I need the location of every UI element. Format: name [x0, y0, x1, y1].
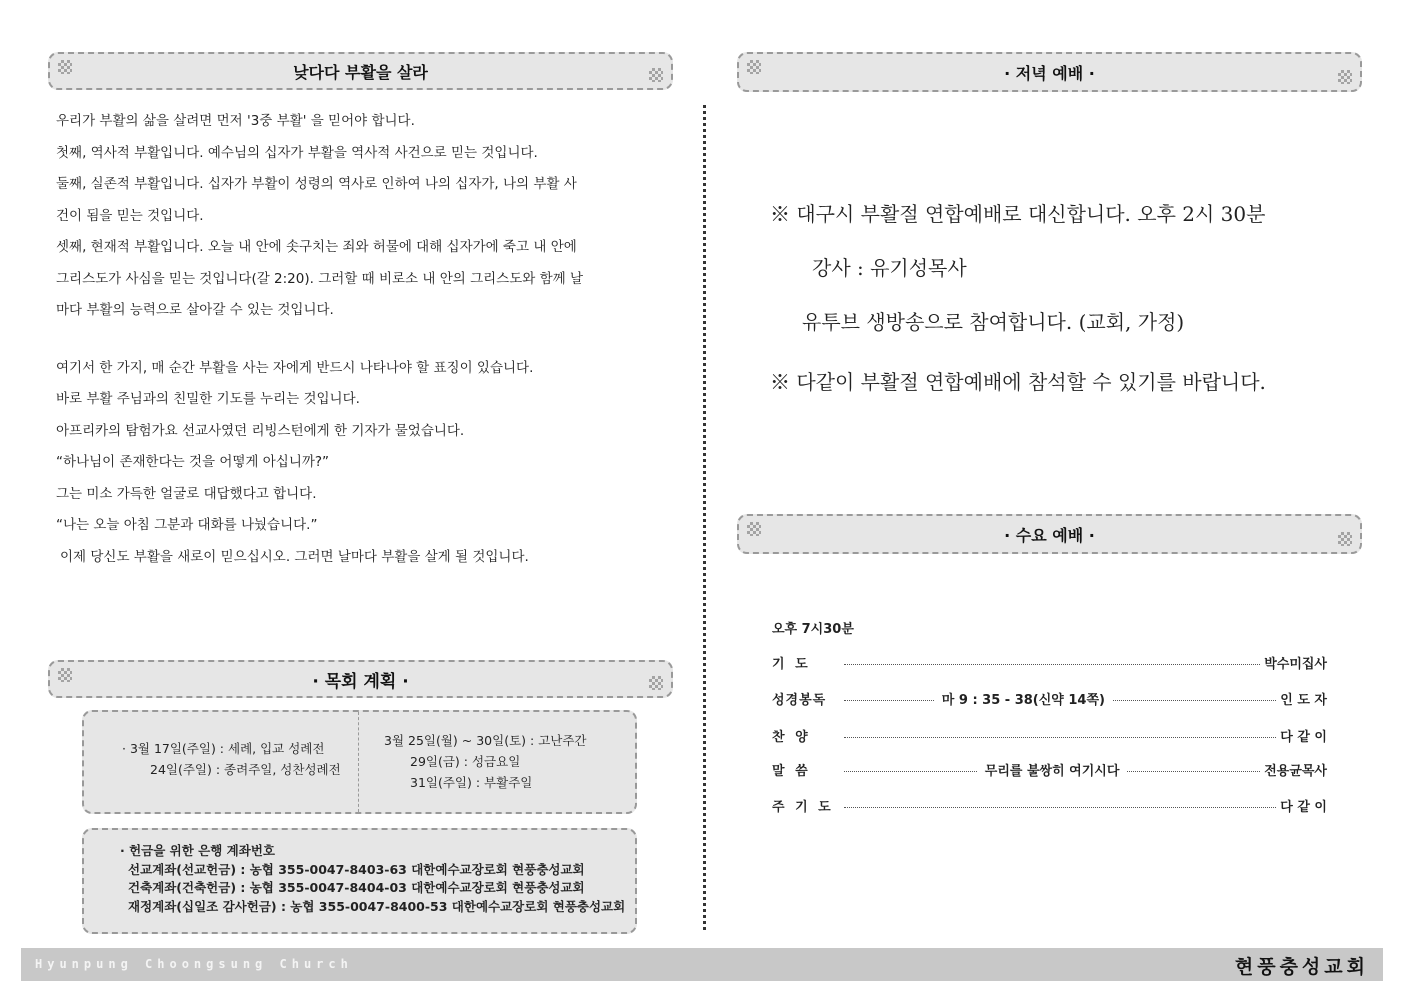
sermon-line: 셋째, 현재적 부활입니다. 오늘 내 안에 솟구치는 죄와 허물에 대해 십자가에 죽고 내 안에 — [56, 239, 577, 255]
column-divider — [703, 105, 706, 930]
order-row — [772, 795, 1327, 815]
plan-item: 29일(금) : 성금요일 — [410, 754, 521, 769]
checker-corner-icon — [1338, 70, 1352, 84]
plan-title-bar — [48, 660, 673, 698]
bank-heading: · 헌금을 위한 은행 계좌번호 — [120, 843, 275, 858]
order-person: 인 도 자 — [1280, 692, 1327, 708]
sermon-line: 우리가 부활의 삶을 살려면 먼저 '3중 부활' 을 믿어야 합니다. — [56, 113, 415, 129]
sermon-line: “하나님이 존재한다는 것을 어떻게 아십니까?” — [56, 454, 330, 470]
order-detail: 무리를 불쌍히 여기시다 — [984, 763, 1120, 779]
plan-title: · 목회 계획 · — [312, 671, 409, 692]
bank-account: 건축계좌(건축헌금) : 농협 355-0047-8404-03 대한예수교장로회 현풍충성교회 — [128, 880, 585, 895]
plan-item: 3월 25일(월) ~ 30일(토) : 고난주간 — [384, 733, 587, 748]
sermon-line: 이제 당신도 부활을 새로이 믿으십시오. 그러면 날마다 부활을 살게 될 것입니다. — [60, 548, 529, 565]
sermon-line: 바로 부활 주님과의 친밀한 기도를 누리는 것입니다. — [56, 391, 360, 407]
bank-account: 선교계좌(선교헌금) : 농협 355-0047-8403-63 대한예수교장로회 현풍충성교회 — [128, 861, 585, 877]
order-label: 말 씀 — [772, 763, 811, 779]
sermon-line: 둘째, 실존적 부활입니다. 십자가 부활이 성령의 역사로 인하여 나의 십자가, 나의 부활 사 — [56, 176, 577, 192]
leader-dots — [844, 771, 977, 772]
wednesday-title-bar — [737, 514, 1362, 554]
sermon-line: 첫째, 역사적 부활입니다. 예수님의 십자가 부활을 역사적 사건으로 믿는 것입니다. — [56, 144, 538, 161]
wednesday-time: 오후 7시30분 — [772, 622, 854, 637]
leader-dots — [1113, 700, 1276, 701]
leader-dots — [844, 807, 1276, 808]
order-label: 기 도 — [772, 656, 811, 672]
evening-notice-line: ※ 대구시 부활절 연합예배로 대신합니다. 오후 2시 30분 — [770, 202, 1266, 226]
checker-corner-icon — [58, 668, 72, 682]
leader-dots — [844, 664, 1260, 665]
sermon-line: 그는 미소 가득한 얼굴로 대답했다고 합니다. — [56, 485, 317, 502]
leader-dots — [844, 700, 934, 701]
evening-title: · 저녁 예배 · — [1004, 63, 1095, 83]
order-row — [772, 759, 1327, 779]
leader-dots — [844, 737, 1276, 738]
plan-item: · 3월 17일(주일) : 세례, 입교 성례전 — [122, 741, 325, 756]
footer-church-name-korean: 현풍충성교회 — [1234, 956, 1369, 978]
order-person: 박수미집사 — [1264, 656, 1327, 672]
sermon-title-bar — [48, 52, 673, 90]
sermon-title: 낮다다 부활을 살라 — [293, 62, 428, 82]
bank-info — [84, 830, 635, 916]
sermon-line: 건이 됨을 믿는 것입니다. — [56, 207, 204, 224]
order-person: 다 같 이 — [1280, 729, 1327, 745]
footer-church-name-english: Hyunpung Choongsung Church — [35, 957, 353, 971]
order-person: 전용균목사 — [1264, 763, 1327, 779]
sermon-line: 여기서 한 가지, 매 순간 부활을 사는 자에게 반드시 나타나야 할 표징이 있습니다. — [56, 359, 534, 376]
checker-corner-icon — [747, 522, 761, 536]
plan-item: 24일(주일) : 종려주일, 성찬성례전 — [150, 762, 341, 777]
order-row — [772, 725, 1327, 745]
plan-box — [82, 710, 637, 814]
sermon-line: 아프리카의 탐험가요 선교사였던 리빙스턴에게 한 기자가 물었습니다. — [56, 422, 465, 439]
order-label: 주 기 도 — [772, 799, 834, 815]
leader-dots — [1127, 771, 1260, 772]
wednesday-title: · 수요 예배 · — [1004, 525, 1095, 545]
footer-bar — [21, 948, 1383, 981]
order-row — [772, 652, 1327, 672]
checker-corner-icon — [58, 60, 72, 74]
plan-item: 31일(주일) : 부활주일 — [410, 775, 533, 790]
evening-title-bar — [737, 52, 1362, 92]
checker-corner-icon — [649, 676, 663, 690]
checker-corner-icon — [1338, 532, 1352, 546]
order-detail: 마 9 : 35 - 38(신약 14쪽) — [941, 692, 1105, 708]
evening-notice-line: 강사 : 유기성목사 — [812, 256, 967, 280]
plan-left-column — [84, 712, 359, 812]
bank-account: 재정계좌(십일조 감사헌금) : 농협 355-0047-8400-53 대한예수교장로회 현풍충성교회 — [128, 898, 626, 914]
order-label: 찬 양 — [772, 729, 811, 745]
plan-right-column — [359, 712, 635, 812]
order-person: 다 같 이 — [1280, 799, 1327, 815]
paragraph-gap — [56, 327, 641, 353]
checker-corner-icon — [649, 68, 663, 82]
order-row — [772, 688, 1327, 708]
bank-box — [82, 828, 637, 934]
checker-corner-icon — [747, 60, 761, 74]
evening-notice-line: 유투브 생방송으로 참여합니다. (교회, 가정) — [802, 310, 1185, 334]
sermon-line: 마다 부활의 능력으로 살아갈 수 있는 것입니다. — [56, 302, 334, 318]
sermon-line: 그리스도가 사심을 믿는 것입니다(갈 2:20). 그러할 때 비로소 내 안의 그리스도와 함께 날 — [56, 270, 583, 287]
sermon-line: “나는 오늘 아침 그분과 대화를 나눴습니다.” — [56, 517, 318, 533]
order-label: 성경봉독 — [772, 692, 827, 708]
evening-notice-line: ※ 다같이 부활절 연합예배에 참석할 수 있기를 바랍니다. — [770, 370, 1266, 394]
sermon-body — [56, 106, 641, 573]
